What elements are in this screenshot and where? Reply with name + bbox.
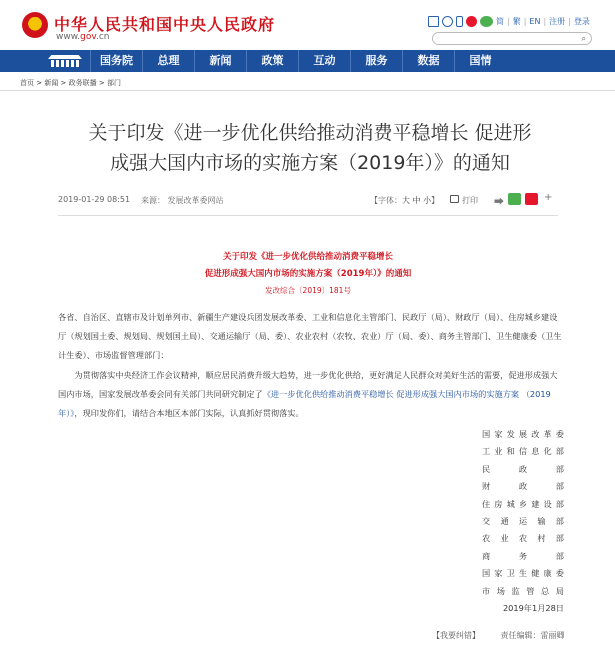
print-icon[interactable] [450, 195, 459, 203]
signatory: 国家发展改革委 [482, 429, 564, 439]
site-header [0, 0, 615, 50]
font-small-button[interactable]: 小 [423, 196, 432, 205]
nav-item-national-info[interactable]: 国情 [454, 50, 506, 72]
font-large-button[interactable]: 大 [402, 196, 410, 205]
document-heading: 关于印发《进一步优化供给推动消费平稳增长 促进形成强大国内市场的实施方案（2019年）》的通知 [204, 252, 412, 279]
signatory: 交通运输部 [482, 515, 564, 526]
nav-item-service[interactable]: 服务 [350, 50, 402, 72]
signatory: 工业和信息化部 [482, 446, 564, 457]
search-input[interactable] [432, 32, 592, 45]
report-error-link[interactable]: 【我要纠错】 [432, 631, 480, 640]
breadcrumb[interactable]: 首页 > 新闻 > 政务联播 > 部门 [20, 79, 121, 87]
print-button[interactable]: 打印 [462, 196, 478, 205]
nav-item-data[interactable]: 数据 [402, 50, 454, 72]
nav-item-premier[interactable]: 总理 [142, 50, 194, 72]
publish-date: 2019-01-29 08:51 [58, 195, 131, 204]
signatory: 民政部 [482, 463, 564, 474]
body-paragraph: 为贯彻落实中央经济工作会议精神，顺应居民消费升级大趋势，进一步优化供给，更好满足人民群众对美好生活的需要，促进形成强大国内市场，国家发展改革委会同有关部门共同研究制定了《进一步优化供给推动消费平稳增长 促进形成强大国内市场的实施方案 （2019年）》，现印发你们，请结合本地区本部门实际，认真抓好贯彻落实。 [58, 370, 558, 418]
addressee-paragraph: 各省、自治区、直辖市及计划单列市、新疆生产建设兵团发展改革委、工业和信息化主管部门、民政厅（局）、财政厅（局）、住房城乡建设厅（规划国土委、规划局、规划国土局）、交通运输厅（局、委）、农业农村（农牧、农业）厅（局、委）、商务主管部门、卫生健康委（卫生计生委）、市场监督管理部门： [58, 312, 562, 360]
signatory: 商务部 [482, 550, 564, 561]
lang-simplified-link[interactable]: 简 [496, 16, 504, 26]
signatory: 财政部 [482, 481, 564, 492]
responsible-editor: 责任编辑：雷丽卿 [500, 631, 565, 640]
signatory: 农业农村部 [482, 533, 564, 544]
share-more-icon[interactable]: + [544, 192, 553, 203]
mail-icon[interactable] [428, 16, 439, 27]
share-weibo-icon[interactable] [525, 193, 538, 205]
font-size-control: 【字体：大 中 小】 [370, 196, 440, 205]
main-nav [0, 50, 615, 72]
site-name[interactable]: 中华人民共和国中央人民政府 [54, 15, 276, 34]
app-icon[interactable] [442, 16, 453, 27]
signatory: 住房城乡建设部 [482, 498, 564, 509]
article-source: 来源： 发展改革委网站 [141, 196, 224, 205]
article-meta [58, 193, 558, 207]
sign-date: 2019年1月28日 [502, 602, 564, 613]
signatory: 市场监管总局 [482, 585, 564, 596]
document-number: 发改综合〔2019〕181号 [265, 286, 351, 295]
lang-traditional-link[interactable]: 繁 [512, 16, 521, 26]
divider [58, 215, 558, 216]
nav-item-state-council[interactable]: 国务院 [90, 50, 142, 72]
share-wechat-icon[interactable] [508, 193, 521, 205]
divider [0, 90, 615, 91]
share-icon[interactable]: ⮕ [494, 197, 504, 208]
national-emblem-icon[interactable] [22, 12, 48, 38]
nav-home-icon[interactable] [40, 50, 90, 72]
signatory-list [482, 426, 564, 617]
nav-item-policy[interactable]: 政策 [246, 50, 298, 72]
register-link[interactable]: 注册 [549, 16, 566, 26]
article-footer [432, 630, 565, 641]
site-url[interactable]: www.gov.cn [56, 32, 110, 42]
search-icon[interactable]: ⌕ [581, 34, 586, 43]
weibo-icon[interactable] [466, 16, 477, 27]
login-link[interactable]: 登录 [573, 16, 590, 26]
wechat-icon[interactable] [480, 16, 493, 27]
signatory: 国家卫生健康委 [482, 568, 564, 579]
lang-english-link[interactable]: EN [529, 16, 541, 26]
font-medium-button[interactable]: 中 [412, 196, 421, 205]
implementation-plan-link[interactable]: 《进一步优化供给推动消费平稳增长 促进形成强大国内市场的实施方案 （2019年）》 [58, 389, 551, 418]
nav-items [90, 50, 506, 72]
article-title: 关于印发《进一步优化供给推动消费平稳增长 促进形 成强大国内市场的实施方案（2019年）》的通知 [88, 122, 532, 174]
nav-item-interaction[interactable]: 互动 [298, 50, 350, 72]
nav-item-news[interactable]: 新闻 [194, 50, 246, 72]
mobile-icon[interactable] [456, 16, 463, 27]
utility-bar: 简 | 繁 | EN | 注册 | 登录 [428, 14, 590, 28]
